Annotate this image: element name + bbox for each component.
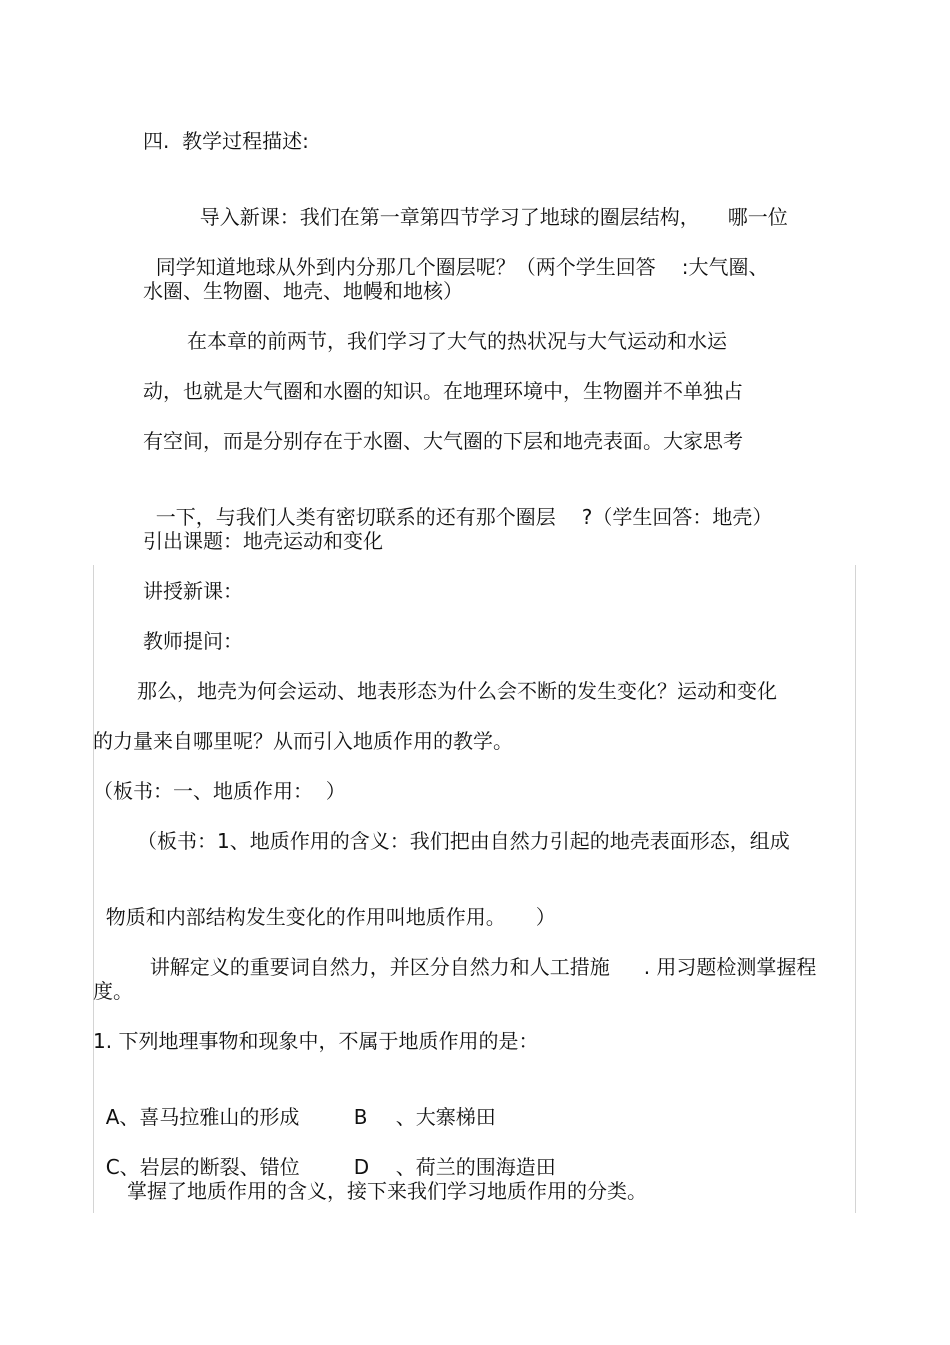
para2-line-1: 在本章的前两节，我们学习了大气的热状况与大气运动和水运	[187, 329, 727, 353]
board-note-2-text: 物质和内部结构发生变化的作用叫地质作用。	[105, 905, 506, 929]
lecture-heading: 讲授新课：	[143, 579, 243, 603]
exercise-options-row-2	[93, 1128, 556, 1179]
para2-line-4	[143, 478, 773, 529]
intro-line-2	[143, 228, 769, 279]
board-note-1: （板书：一、地质作用： ）	[93, 779, 346, 803]
lesson-topic: 引出课题：地壳运动和变化	[143, 529, 383, 553]
question-line-2: 的力量来自哪里呢？从而引入地质作用的教学。	[93, 729, 513, 753]
right-border-line	[855, 565, 856, 1213]
para2-line-4-text: 一下，与我们人类有密切联系的还有那个圈层	[155, 505, 556, 529]
intro-line-1	[187, 178, 788, 229]
intro-line-3: 水圈、生物圈、地壳、地幔和地核）	[143, 279, 463, 303]
option-b-text: 、大寨梯田	[395, 1105, 496, 1129]
teacher-question-label: 教师提问：	[143, 629, 243, 653]
board-note-2-close: ）	[535, 905, 556, 929]
intro-line-1-text: 导入新课：我们在第一章第四节学习了地球的圈层结构，	[199, 205, 700, 229]
intro-line-2-text: 同学知道地球从外到内分那几个圈层呢？（两个学生回答	[155, 255, 656, 279]
para2-line-4-end: ?（学生回答：地壳）	[581, 505, 773, 529]
option-d-text: 、荷兰的围海造田	[395, 1155, 556, 1179]
option-a: A、喜马拉雅山的形成	[105, 1105, 300, 1129]
exercise-options-row-1	[93, 1078, 496, 1129]
explain-line-2: 度。	[93, 979, 133, 1003]
section-heading: 四. 教学过程描述:	[143, 129, 309, 153]
intro-line-1-end: 哪一位	[727, 205, 788, 229]
exercise-question: 1. 下列地理事物和现象中，不属于地质作用的是：	[93, 1029, 539, 1053]
intro-line-2-end: :大气圈、	[681, 255, 769, 279]
explain-text: 讲解定义的重要词自然力，并区分自然力和人工措施	[149, 955, 610, 979]
explain-line-1	[137, 928, 817, 979]
para2-line-3: 有空间，而是分别存在于水圈、大气圈的下层和地壳表面。大家思考	[143, 429, 743, 453]
explain-end: . 用习题检测掌握程	[643, 955, 817, 979]
option-b-letter: B	[353, 1105, 368, 1129]
board-note-2-line-2	[93, 878, 556, 929]
para2-line-2: 动，也就是大气圈和水圈的知识。在地理环境中，生物圈并不单独占	[143, 379, 743, 403]
closing-sentence: 掌握了地质作用的含义，接下来我们学习地质作用的分类。	[127, 1179, 647, 1203]
option-d-letter: D	[353, 1155, 370, 1179]
board-note-2-line-1: （板书：1、地质作用的含义：我们把由自然力引起的地壳表面形态，组成	[137, 829, 790, 853]
question-line-1: 那么，地壳为何会运动、地表形态为什么会不断的发生变化？运动和变化	[137, 679, 777, 703]
option-c: C、岩层的断裂、错位	[105, 1155, 300, 1179]
